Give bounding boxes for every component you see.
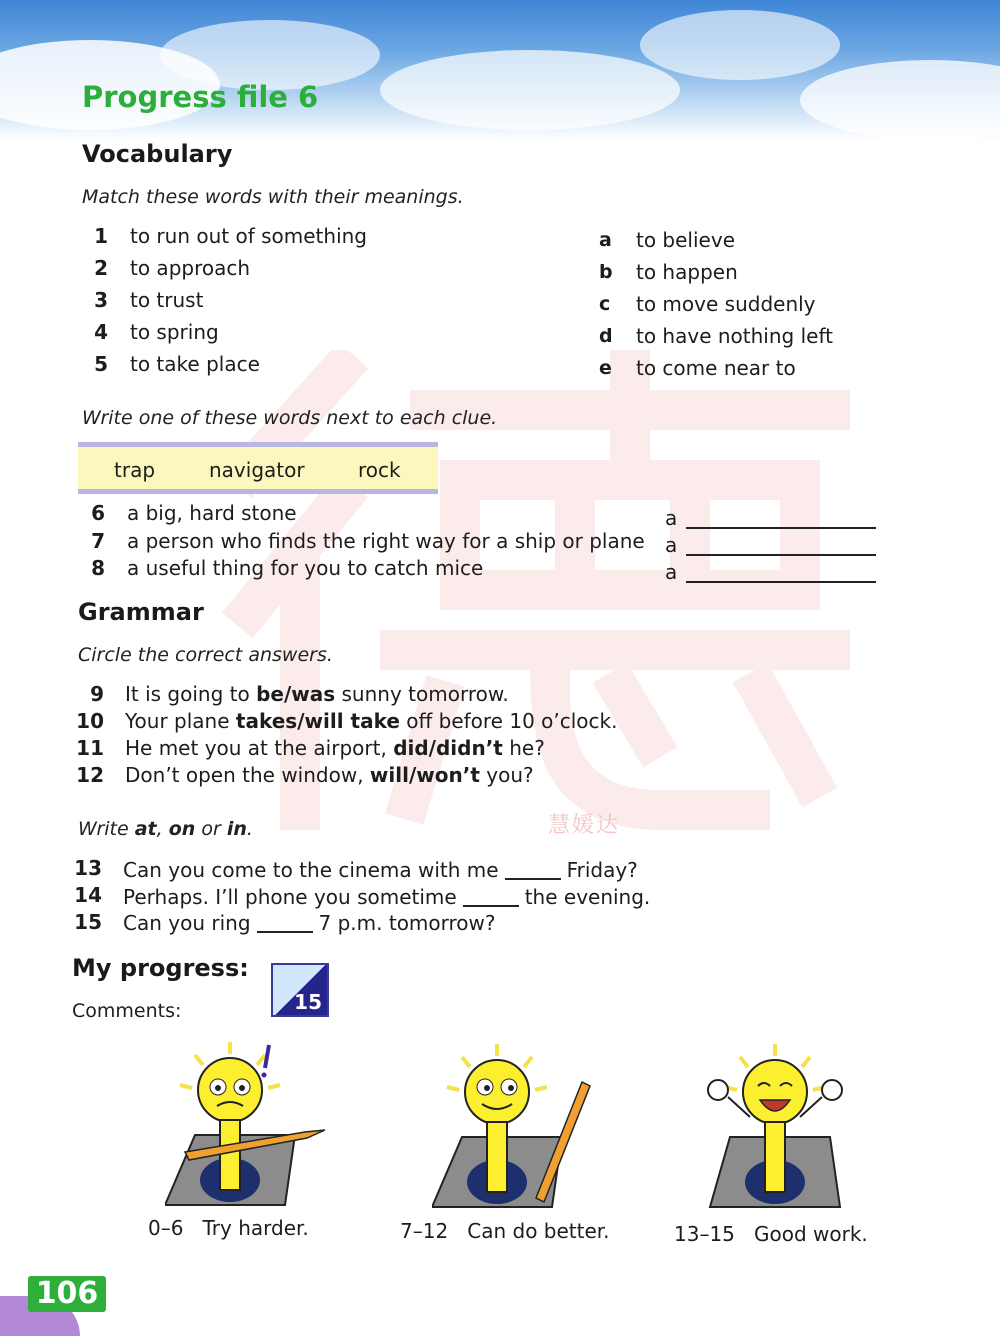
answer-options[interactable]: takes/will take bbox=[235, 709, 400, 733]
grammar-instruction: Circle the correct answers. bbox=[78, 644, 333, 666]
instruction-part: or bbox=[195, 818, 227, 840]
answer-blank[interactable] bbox=[463, 905, 519, 907]
answer-line[interactable] bbox=[686, 581, 876, 583]
sentence-part: sunny tomorrow. bbox=[335, 682, 509, 706]
item-number: 15 bbox=[74, 910, 102, 934]
instruction-part: . bbox=[246, 818, 253, 840]
answer-line[interactable] bbox=[686, 527, 876, 529]
progress-heading: My progress: bbox=[72, 954, 249, 982]
progress-level-mid bbox=[400, 1219, 610, 1243]
item-number: 8 bbox=[91, 556, 105, 580]
word-box-item: navigator bbox=[209, 458, 305, 482]
item-number: 3 bbox=[94, 288, 108, 312]
list-item: to approach bbox=[130, 256, 251, 280]
item-number: 10 bbox=[76, 709, 104, 733]
item-number: 13 bbox=[74, 856, 102, 880]
list-item: to believe bbox=[636, 228, 735, 252]
word-box-item: trap bbox=[114, 458, 156, 482]
answer-prefix: a bbox=[665, 506, 678, 530]
instruction-word: in bbox=[226, 818, 247, 840]
level-label: Try harder. bbox=[202, 1216, 309, 1240]
item-number: 2 bbox=[94, 256, 108, 280]
vocabulary-instruction: Match these words with their meanings. bbox=[82, 186, 464, 208]
level-range: 0–6 bbox=[148, 1216, 184, 1240]
list-item: to move suddenly bbox=[636, 292, 816, 316]
item-number: 4 bbox=[94, 320, 108, 344]
list-item: to come near to bbox=[636, 356, 796, 380]
item-number: 7 bbox=[91, 529, 105, 553]
sentence-part: off before 10 o’clock. bbox=[399, 709, 618, 733]
list-item: to run out of something bbox=[130, 224, 368, 248]
item-number: 1 bbox=[94, 224, 108, 248]
page-title: Progress file 6 bbox=[82, 80, 319, 114]
word-box bbox=[78, 442, 438, 494]
sentence-part: Can you ring bbox=[123, 911, 251, 935]
item-letter: b bbox=[599, 261, 613, 283]
item-number: 9 bbox=[90, 682, 104, 706]
sentence-part: 7 p.m. tomorrow? bbox=[318, 911, 496, 935]
bulb-character-happy-icon bbox=[700, 1042, 870, 1222]
list-item bbox=[125, 709, 617, 733]
preposition-instruction bbox=[78, 818, 253, 840]
instruction-word: at bbox=[134, 818, 157, 840]
sentence-part: He met you at the airport, bbox=[125, 736, 394, 760]
level-range: 7–12 bbox=[400, 1219, 449, 1243]
instruction-part: Write bbox=[78, 818, 135, 840]
item-number: 6 bbox=[91, 501, 105, 525]
bulb-character-neutral-icon bbox=[432, 1042, 602, 1222]
item-letter: a bbox=[599, 229, 612, 251]
list-item bbox=[125, 763, 534, 787]
score-max: 15 bbox=[294, 990, 322, 1014]
list-item: to have nothing left bbox=[636, 324, 833, 348]
answer-blank[interactable] bbox=[257, 931, 313, 933]
list-item: a person who finds the right way for a ship or plane bbox=[127, 529, 645, 553]
list-item: a big, hard stone bbox=[127, 501, 297, 525]
word-box-item: rock bbox=[358, 458, 401, 482]
answer-prefix: a bbox=[665, 533, 678, 557]
sentence-part: Don’t open the window, bbox=[125, 763, 370, 787]
clue-instruction: Write one of these words next to each clue. bbox=[82, 407, 498, 429]
watermark-text: 慧媛达 bbox=[548, 813, 621, 838]
item-number: 11 bbox=[76, 736, 104, 760]
comments-label: Comments: bbox=[72, 1000, 182, 1022]
answer-prefix: a bbox=[665, 560, 678, 584]
progress-level-high bbox=[674, 1222, 868, 1246]
item-number: 14 bbox=[74, 883, 102, 907]
list-item bbox=[123, 911, 496, 935]
sentence-part: It is going to bbox=[125, 682, 257, 706]
answer-options[interactable]: did/didn’t bbox=[393, 736, 503, 760]
list-item: to spring bbox=[130, 320, 219, 344]
level-label: Can do better. bbox=[467, 1219, 610, 1243]
vocabulary-heading: Vocabulary bbox=[82, 140, 233, 168]
answer-options[interactable]: be/was bbox=[256, 682, 336, 706]
level-label: Good work. bbox=[753, 1222, 868, 1246]
answer-options[interactable]: will/won’t bbox=[369, 763, 480, 787]
sentence-part: Friday? bbox=[566, 858, 638, 882]
answer-line[interactable] bbox=[686, 554, 876, 556]
item-letter: e bbox=[599, 357, 612, 379]
item-letter: c bbox=[599, 293, 611, 315]
instruction-part: , bbox=[156, 818, 169, 840]
sentence-part: he? bbox=[502, 736, 545, 760]
sentence-part: Perhaps. I’ll phone you sometime bbox=[123, 885, 457, 909]
list-item: to happen bbox=[636, 260, 738, 284]
list-item: to take place bbox=[130, 352, 260, 376]
bulb-character-worried-icon bbox=[165, 1040, 335, 1220]
sky-banner bbox=[0, 0, 1000, 140]
item-letter: d bbox=[599, 325, 613, 347]
sentence-part: you? bbox=[479, 763, 534, 787]
list-item: to trust bbox=[130, 288, 204, 312]
item-number: 12 bbox=[76, 763, 104, 787]
item-number: 5 bbox=[94, 352, 108, 376]
level-range: 13–15 bbox=[674, 1222, 735, 1246]
grammar-heading: Grammar bbox=[78, 598, 204, 626]
list-item bbox=[125, 682, 509, 706]
sentence-part: the evening. bbox=[524, 885, 651, 909]
instruction-word: on bbox=[168, 818, 196, 840]
list-item bbox=[125, 736, 545, 760]
page-number: 106 bbox=[28, 1276, 106, 1312]
sentence-part: Can you come to the cinema with me bbox=[123, 858, 499, 882]
list-item: a useful thing for you to catch mice bbox=[127, 556, 484, 580]
score-box[interactable] bbox=[271, 963, 329, 1017]
sentence-part: Your plane bbox=[125, 709, 236, 733]
answer-blank[interactable] bbox=[505, 878, 561, 880]
list-item bbox=[123, 858, 638, 882]
list-item bbox=[123, 885, 650, 909]
progress-level-low bbox=[148, 1216, 309, 1240]
